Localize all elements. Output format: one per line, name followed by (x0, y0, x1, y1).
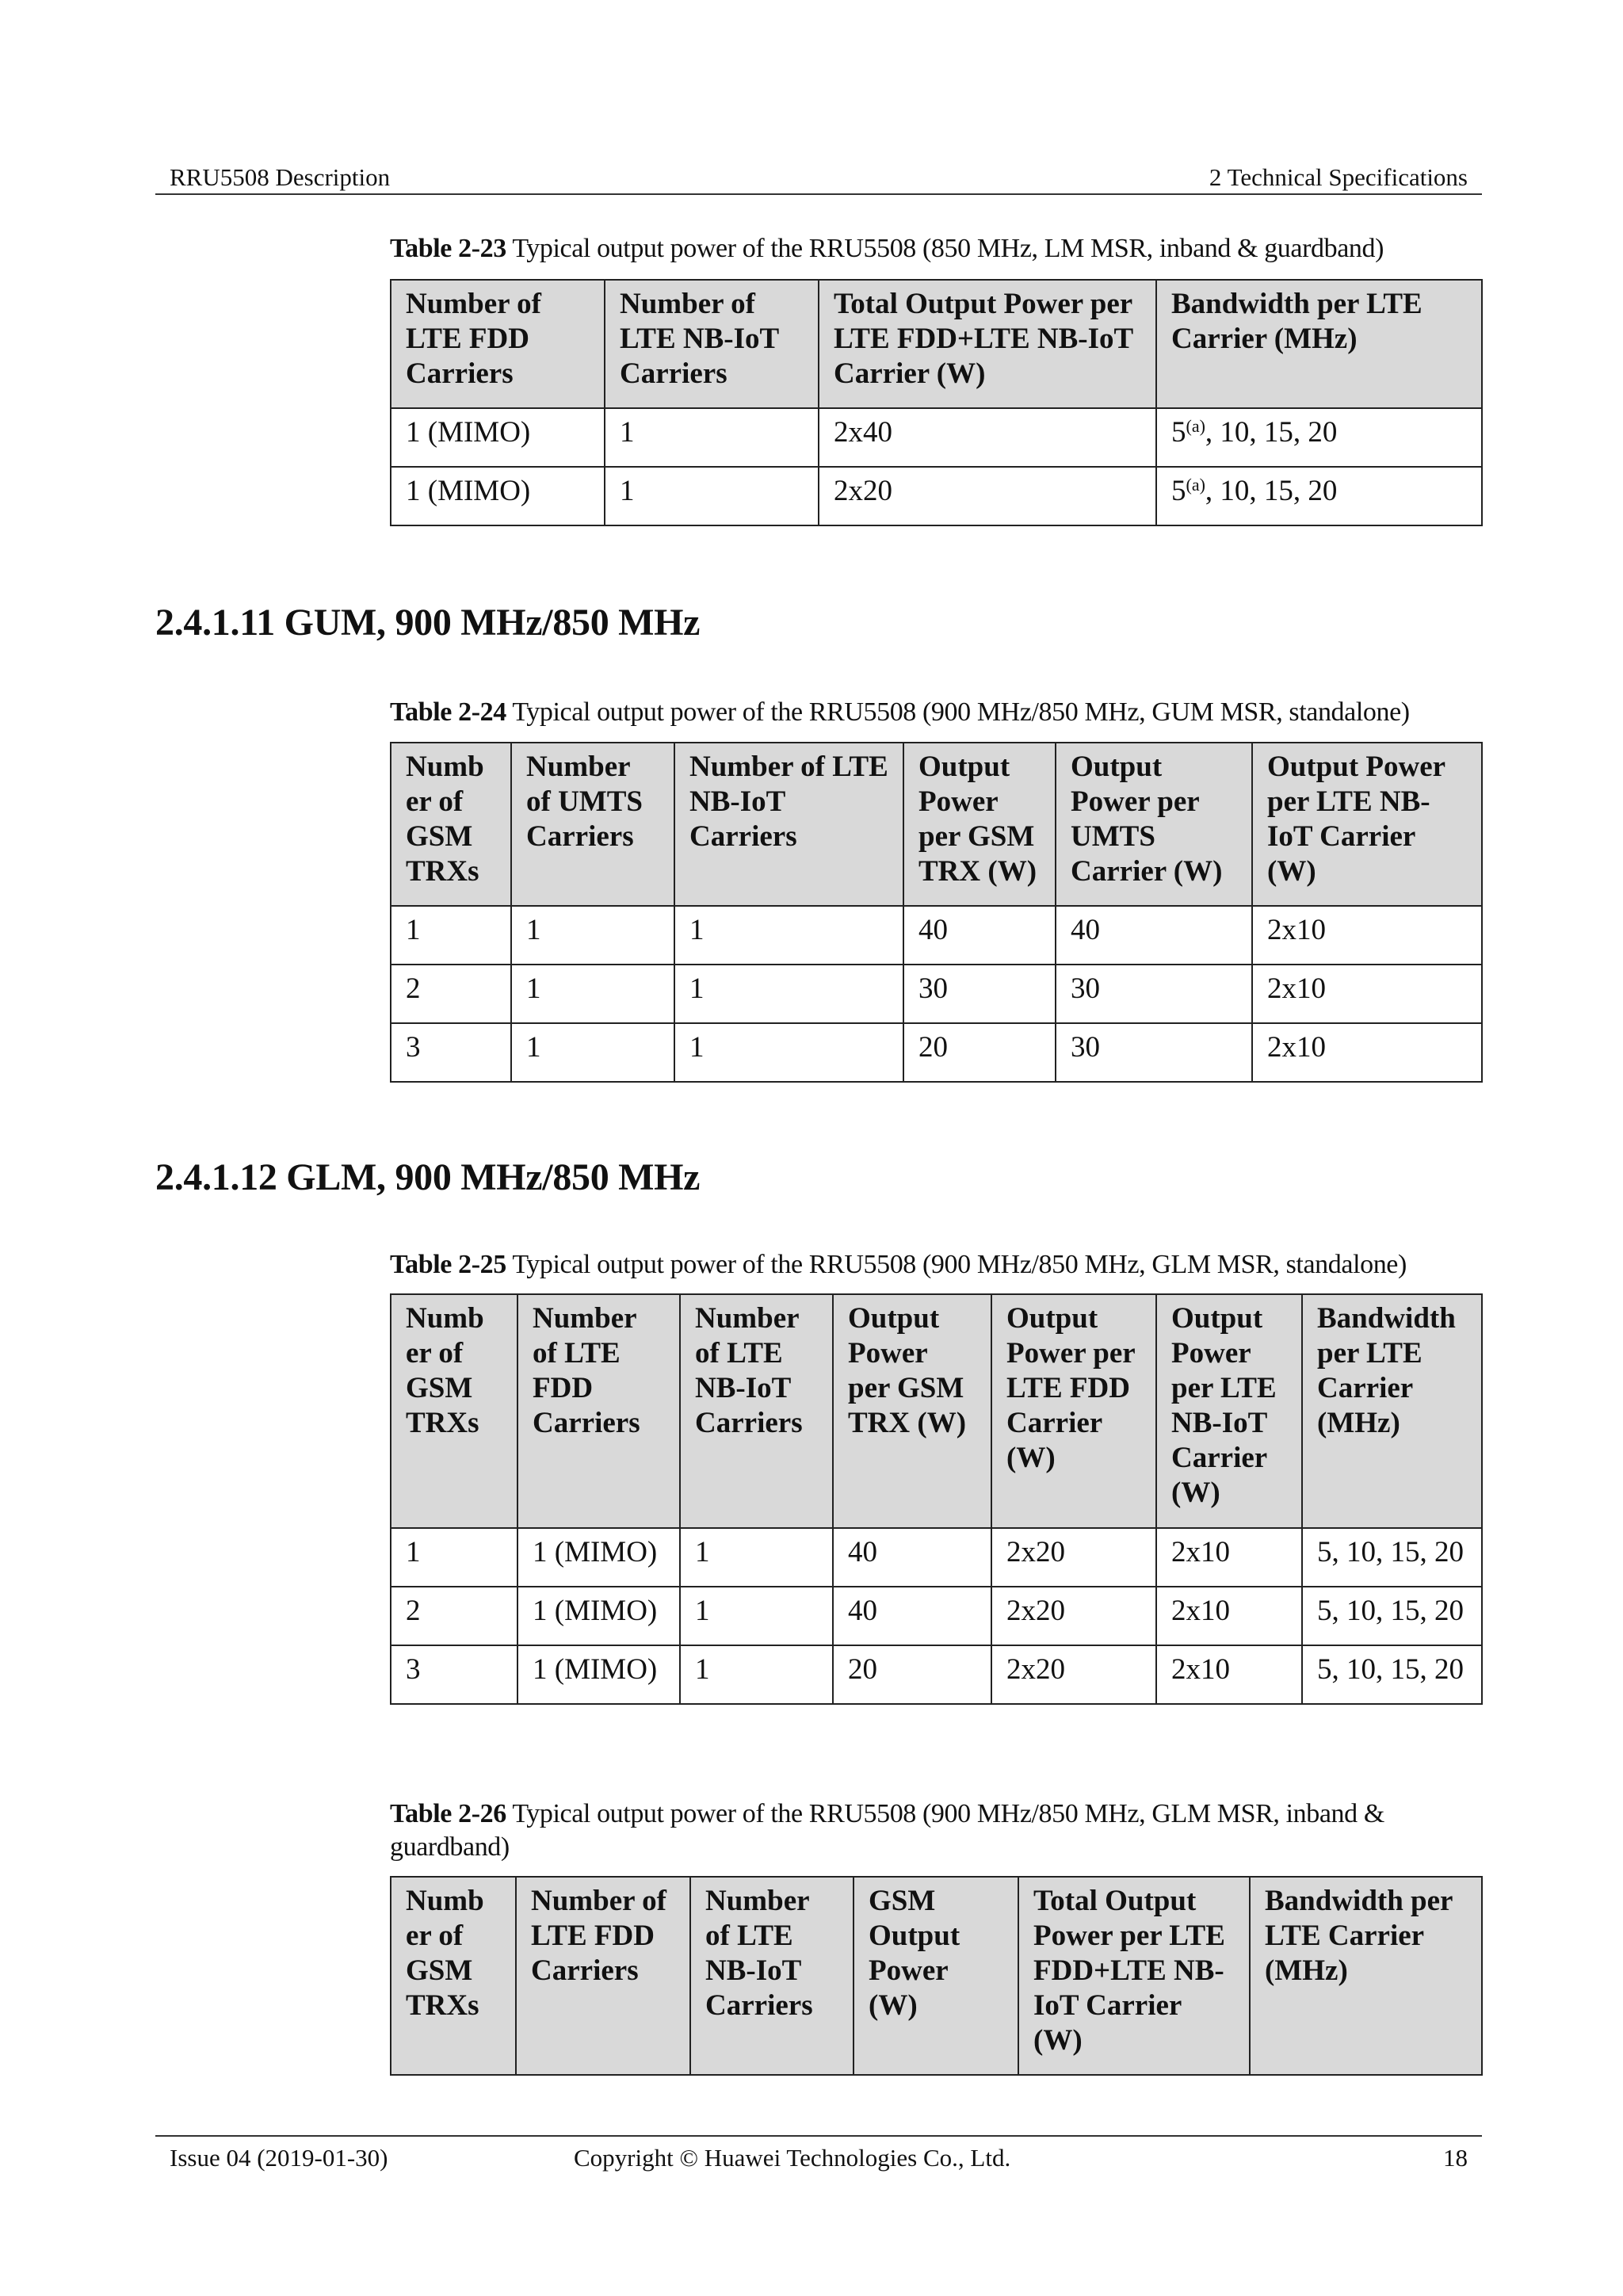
col-header: Output Power per GSM TRX (W) (833, 1294, 991, 1528)
col-header: Output Power per UMTS Carrier (W) (1056, 743, 1252, 906)
table-cell: 2x10 (1252, 965, 1482, 1023)
table-2-25 (390, 1293, 1483, 1705)
footer-issue: Issue 04 (2019-01-30) (170, 2144, 388, 2172)
table-cell: 30 (1056, 1023, 1252, 1082)
table-title: Typical output power of the RRU5508 (900 MHz/850 MHz, GLM MSR, standalone) (506, 1250, 1407, 1279)
table-cell: 20 (833, 1645, 991, 1704)
table-cell: 2x10 (1252, 906, 1482, 965)
col-header: Number of LTE NB-IoT Carriers (605, 280, 819, 408)
table-number: Table 2-24 (390, 697, 506, 727)
table-cell: 5, 10, 15, 20 (1302, 1587, 1482, 1645)
footnote-marker: (a) (1186, 416, 1205, 436)
table-cell: 2x10 (1156, 1587, 1302, 1645)
bandwidth-first: 5 (1171, 416, 1186, 449)
col-header: Output Power per LTE NB-IoT Carrier (W) (1252, 743, 1482, 906)
table-cell: 1 (605, 408, 819, 467)
table-title: Typical output power of the RRU5508 (900 MHz/850 MHz, GLM MSR, inband & guardband) (390, 1799, 1384, 1862)
bandwidth-first: 5 (1171, 475, 1186, 507)
table-2-24-caption (390, 696, 1499, 729)
table-cell: 2x20 (819, 467, 1156, 525)
section-heading-gum: 2.4.1.11 GUM, 900 MHz/850 MHz (155, 602, 701, 644)
table-cell: 1 (391, 906, 511, 965)
page-header (155, 162, 1482, 195)
col-header: Bandwidth per LTE Carrier (MHz) (1250, 1877, 1482, 2075)
table-row (391, 906, 1482, 965)
col-header: Output Power per LTE NB-IoT Carrier (W) (1156, 1294, 1302, 1528)
col-header: Bandwidth per LTE Carrier (MHz) (1302, 1294, 1482, 1528)
table-cell: 2x20 (991, 1528, 1156, 1587)
table-cell: 1 (680, 1645, 833, 1704)
table-cell: 5, 10, 15, 20 (1302, 1645, 1482, 1704)
table-cell: 1 (605, 467, 819, 525)
page-footer (155, 2135, 1482, 2179)
table-2-26 (390, 1876, 1483, 2076)
col-header: Number of LTE FDD Carriers (391, 280, 605, 408)
col-header: Output Power per GSM TRX (W) (903, 743, 1056, 906)
table-cell (1156, 467, 1482, 525)
table-cell: 2x40 (819, 408, 1156, 467)
table-cell: 3 (391, 1645, 517, 1704)
table-cell: 40 (903, 906, 1056, 965)
col-header: Number of LTE NB-IoT Carriers (680, 1294, 833, 1528)
table-cell: 2 (391, 1587, 517, 1645)
table-2-26-caption (390, 1797, 1444, 1864)
table-row (391, 408, 1482, 467)
table-cell: 1 (MIMO) (517, 1587, 680, 1645)
table-cell: 1 (674, 906, 903, 965)
col-header: Total Output Power per LTE FDD+LTE NB-IoT Carrier (W) (819, 280, 1156, 408)
col-header: Number of LTE FDD Carriers (517, 1294, 680, 1528)
header-chapter: 2 Technical Specifications (1209, 163, 1468, 191)
table-cell: 1 (674, 1023, 903, 1082)
bandwidth-rest: , 10, 15, 20 (1205, 416, 1338, 449)
table-cell: 1 (391, 1528, 517, 1587)
table-cell: 2x10 (1156, 1528, 1302, 1587)
table-2-24 (390, 742, 1483, 1083)
footnote-marker: (a) (1186, 475, 1205, 495)
col-header: Output Power per LTE FDD Carrier (W) (991, 1294, 1156, 1528)
table-2-25-caption (390, 1248, 1499, 1282)
table-cell: 1 (680, 1528, 833, 1587)
table-row (391, 1645, 1482, 1704)
table-cell: 2x20 (991, 1645, 1156, 1704)
table-number: Table 2-25 (390, 1250, 506, 1279)
table-cell: 2x20 (991, 1587, 1156, 1645)
table-number: Table 2-23 (390, 234, 506, 263)
table-cell: 3 (391, 1023, 511, 1082)
table-cell: 2x10 (1156, 1645, 1302, 1704)
col-header: GSM Output Power (W) (854, 1877, 1018, 2075)
table-title: Typical output power of the RRU5508 (900 MHz/850 MHz, GUM MSR, standalone) (506, 697, 1410, 727)
table-cell: 20 (903, 1023, 1056, 1082)
col-header: Numb er of GSM TRXs (391, 743, 511, 906)
table-cell: 1 (511, 1023, 674, 1082)
col-header: Bandwidth per LTE Carrier (MHz) (1156, 280, 1482, 408)
table-cell: 30 (1056, 965, 1252, 1023)
bandwidth-rest: , 10, 15, 20 (1205, 475, 1338, 507)
table-cell: 1 (MIMO) (391, 408, 605, 467)
table-title: Typical output power of the RRU5508 (850 MHz, LM MSR, inband & guardband) (506, 234, 1384, 263)
table-cell: 5, 10, 15, 20 (1302, 1528, 1482, 1587)
table-row (391, 467, 1482, 525)
table-2-23-caption (390, 232, 1499, 266)
col-header: Numb er of GSM TRXs (391, 1877, 516, 2075)
table-cell: 1 (511, 965, 674, 1023)
table-cell (1156, 408, 1482, 467)
table-cell: 30 (903, 965, 1056, 1023)
col-header: Number of LTE NB-IoT Carriers (674, 743, 903, 906)
table-cell: 1 (MIMO) (517, 1528, 680, 1587)
table-number: Table 2-26 (390, 1799, 506, 1828)
col-header: Number of LTE FDD Carriers (516, 1877, 690, 2075)
col-header: Number of UMTS Carriers (511, 743, 674, 906)
table-cell: 40 (833, 1528, 991, 1587)
table-cell: 1 (511, 906, 674, 965)
table-2-23 (390, 279, 1483, 526)
table-cell: 1 (MIMO) (517, 1645, 680, 1704)
col-header: Numb er of GSM TRXs (391, 1294, 517, 1528)
table-cell: 2x10 (1252, 1023, 1482, 1082)
table-row (391, 1023, 1482, 1082)
table-row (391, 1587, 1482, 1645)
table-cell: 40 (1056, 906, 1252, 965)
table-row (391, 1528, 1482, 1587)
section-heading-glm: 2.4.1.12 GLM, 900 MHz/850 MHz (155, 1156, 701, 1198)
page-number: 18 (1443, 2144, 1468, 2172)
table-cell: 1 (680, 1587, 833, 1645)
table-row (391, 965, 1482, 1023)
table-cell: 2 (391, 965, 511, 1023)
col-header: Total Output Power per LTE FDD+LTE NB-IoT Carrier (W) (1018, 1877, 1250, 2075)
header-doc-title: RRU5508 Description (170, 163, 391, 191)
table-cell: 1 (674, 965, 903, 1023)
col-header: Number of LTE NB-IoT Carriers (690, 1877, 854, 2075)
table-cell: 1 (MIMO) (391, 467, 605, 525)
footer-copyright: Copyright © Huawei Technologies Co., Ltd. (574, 2144, 1011, 2172)
table-cell: 40 (833, 1587, 991, 1645)
